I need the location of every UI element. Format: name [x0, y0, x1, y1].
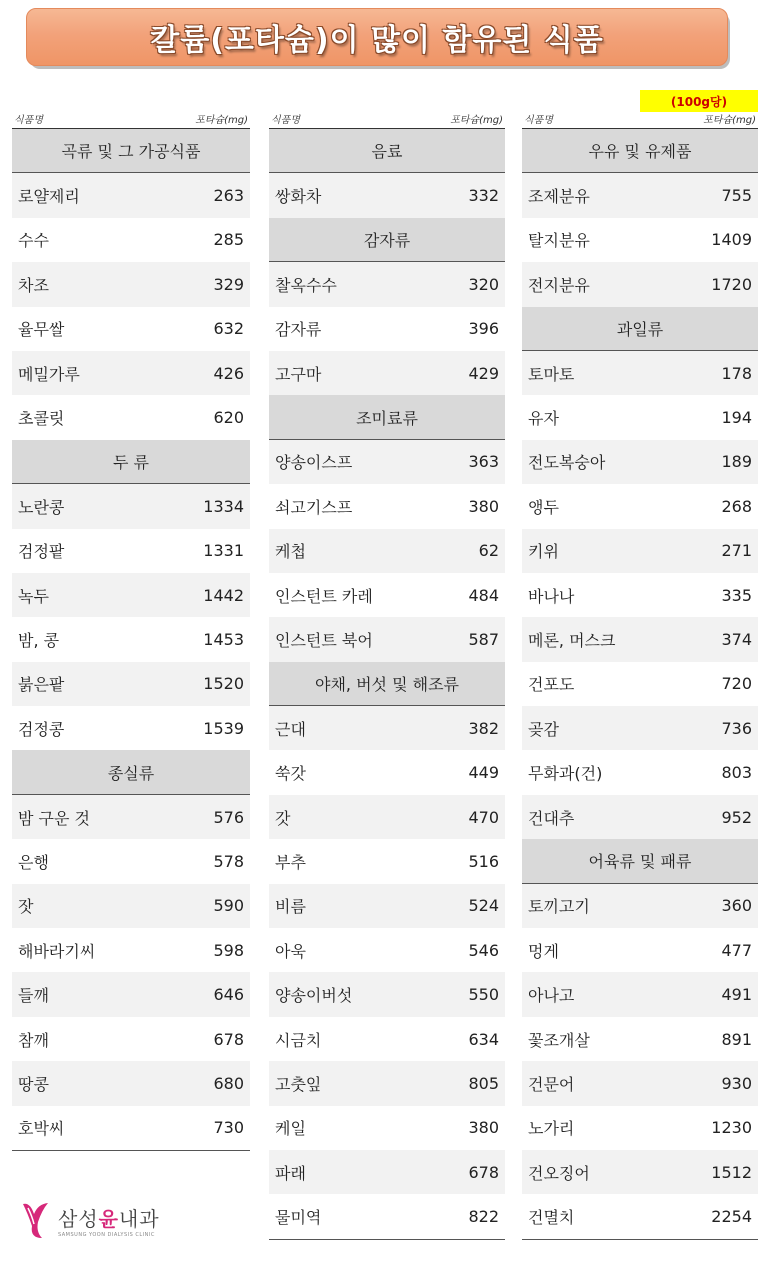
table-row	[269, 1106, 505, 1150]
column-header-value: 포타슘(mg)	[703, 115, 756, 126]
food-name: 잣	[18, 897, 34, 917]
section-header: 조미료류	[269, 395, 505, 439]
potassium-value: 382	[468, 718, 499, 738]
column-3	[522, 111, 758, 1240]
table-row	[269, 173, 505, 217]
potassium-value: 576	[213, 807, 244, 827]
table-row	[269, 1017, 505, 1061]
food-name: 검정콩	[18, 719, 65, 739]
logo-name-highlight: 윤	[98, 1206, 119, 1231]
food-name: 밤, 콩	[18, 630, 60, 650]
food-name: 해바라기씨	[18, 941, 96, 961]
potassium-value: 1453	[203, 629, 244, 649]
section-header: 감자류	[269, 218, 505, 262]
potassium-value: 590	[213, 896, 244, 916]
table-row	[12, 529, 250, 573]
table-row	[12, 573, 250, 617]
section-header: 종실류	[12, 750, 250, 794]
table-row	[522, 750, 758, 794]
potassium-value: 678	[468, 1162, 499, 1182]
table-row	[269, 1194, 505, 1238]
food-name: 갓	[275, 808, 291, 828]
potassium-value: 2254	[711, 1207, 752, 1227]
table-row	[12, 307, 250, 351]
section-header: 곡류 및 그 가공식품	[12, 129, 250, 173]
potassium-value: 930	[721, 1073, 752, 1093]
food-name: 들깨	[18, 986, 49, 1006]
table-row	[12, 173, 250, 217]
potassium-value: 952	[721, 807, 752, 827]
food-name: 바나나	[528, 586, 575, 606]
potassium-value: 62	[478, 541, 499, 561]
column-2	[269, 111, 505, 1240]
food-name: 녹두	[18, 586, 49, 606]
unit-label: (100g당)	[640, 90, 758, 112]
page-title: 칼륨(포타슘)이 많이 함유된 식품	[26, 8, 728, 66]
column-header	[522, 111, 758, 129]
potassium-value: 578	[213, 851, 244, 871]
potassium-value: 380	[468, 496, 499, 516]
potassium-value: 396	[468, 319, 499, 339]
table-row	[269, 307, 505, 351]
table-row	[522, 440, 758, 484]
food-name: 고춧잎	[275, 1074, 322, 1094]
potassium-value: 1720	[711, 274, 752, 294]
clinic-logo	[20, 1200, 160, 1240]
food-name: 찰옥수수	[275, 275, 337, 295]
potassium-value: 374	[721, 629, 752, 649]
table-row	[269, 573, 505, 617]
food-name: 양송이버섯	[275, 986, 353, 1006]
table-row	[12, 484, 250, 528]
food-name: 조제분유	[528, 187, 590, 207]
potassium-value: 429	[468, 363, 499, 383]
food-name: 붉은팥	[18, 675, 65, 695]
food-name: 고구마	[275, 364, 322, 384]
food-name: 멍게	[528, 941, 559, 961]
logo-name-pre: 삼성	[58, 1206, 99, 1231]
potassium-value: 1512	[711, 1162, 752, 1182]
table-row	[522, 662, 758, 706]
potassium-value: 426	[213, 363, 244, 383]
table-row	[269, 617, 505, 661]
food-name: 비름	[275, 897, 306, 917]
table-row	[269, 262, 505, 306]
potassium-value: 263	[213, 186, 244, 206]
food-name: 밤 구운 것	[18, 808, 90, 828]
section-header: 야채, 버섯 및 해조류	[269, 662, 505, 706]
table-row	[522, 1194, 758, 1238]
table-row	[522, 573, 758, 617]
food-name: 검정팥	[18, 542, 65, 562]
table-row	[522, 529, 758, 573]
potassium-value: 524	[468, 896, 499, 916]
food-name: 키위	[528, 542, 559, 562]
food-name: 토마토	[528, 364, 575, 384]
potassium-value: 720	[721, 674, 752, 694]
food-name: 차조	[18, 275, 49, 295]
table-row	[522, 484, 758, 528]
potassium-value: 329	[213, 274, 244, 294]
table-row	[269, 884, 505, 928]
column-header	[269, 111, 505, 129]
food-name: 호박씨	[18, 1119, 65, 1139]
table-end-line	[522, 1239, 758, 1240]
food-name: 참깨	[18, 1030, 49, 1050]
potassium-value: 477	[721, 940, 752, 960]
table-row	[269, 1061, 505, 1105]
table-row	[522, 1150, 758, 1194]
table-row	[12, 706, 250, 750]
food-name: 건문어	[528, 1074, 575, 1094]
column-header-name: 식품명	[271, 115, 300, 126]
potassium-value: 320	[468, 274, 499, 294]
table-row	[12, 928, 250, 972]
potassium-value: 285	[213, 230, 244, 250]
food-name: 시금치	[275, 1030, 322, 1050]
table-row	[522, 1106, 758, 1150]
food-name: 앵두	[528, 497, 559, 517]
potassium-value: 1409	[711, 230, 752, 250]
table-row	[269, 795, 505, 839]
table-row	[269, 440, 505, 484]
food-name: 노란콩	[18, 497, 65, 517]
food-name: 무화과(건)	[528, 764, 603, 784]
logo-name-post: 내과	[118, 1206, 160, 1231]
food-name: 탈지분유	[528, 231, 590, 251]
food-name: 쑥갓	[275, 764, 306, 784]
column-header	[12, 111, 250, 129]
food-name: 건포도	[528, 675, 575, 695]
potassium-value: 680	[213, 1073, 244, 1093]
table-row	[12, 617, 250, 661]
logo-mark-icon	[20, 1200, 54, 1240]
food-name: 전도복숭아	[528, 453, 606, 473]
food-name: 노가리	[528, 1119, 575, 1139]
food-name: 감자류	[275, 320, 322, 340]
table-row	[12, 262, 250, 306]
potassium-value: 632	[213, 319, 244, 339]
food-name: 메밀가루	[18, 364, 80, 384]
potassium-value: 360	[721, 896, 752, 916]
food-name: 건오징어	[528, 1163, 590, 1183]
potassium-value: 470	[468, 807, 499, 827]
potassium-value: 1520	[203, 674, 244, 694]
potassium-value: 620	[213, 408, 244, 428]
table-row	[12, 884, 250, 928]
table-row	[522, 617, 758, 661]
potassium-value: 516	[468, 851, 499, 871]
food-name: 유자	[528, 409, 559, 429]
table-row	[522, 795, 758, 839]
food-name: 건대추	[528, 808, 575, 828]
table-row	[522, 173, 758, 217]
table-row	[522, 1061, 758, 1105]
table-row	[12, 1061, 250, 1105]
table-row	[522, 218, 758, 262]
table-row	[12, 1106, 250, 1150]
table-row	[12, 351, 250, 395]
table-row	[12, 839, 250, 883]
potassium-value: 550	[468, 985, 499, 1005]
table-row	[269, 484, 505, 528]
table-row	[522, 928, 758, 972]
food-name: 양송이스프	[275, 453, 353, 473]
logo-name	[58, 1203, 160, 1232]
table-row	[269, 972, 505, 1016]
section-header: 음료	[269, 129, 505, 173]
food-name: 전지분유	[528, 275, 590, 295]
food-name: 메론, 머스크	[528, 630, 616, 650]
potassium-value: 1442	[203, 585, 244, 605]
food-name: 건멸치	[528, 1208, 575, 1228]
potassium-value: 822	[468, 1207, 499, 1227]
potassium-value: 678	[213, 1029, 244, 1049]
potassium-value: 332	[468, 186, 499, 206]
potassium-value: 484	[468, 585, 499, 605]
potassium-value: 189	[721, 452, 752, 472]
column-header-value: 포타슘(mg)	[450, 115, 503, 126]
food-name: 케첩	[275, 542, 306, 562]
food-name: 인스턴트 카레	[275, 586, 373, 606]
potassium-value: 363	[468, 452, 499, 472]
column-1	[12, 111, 250, 1151]
potassium-value: 1331	[203, 541, 244, 561]
potassium-value: 1230	[711, 1118, 752, 1138]
table-row	[522, 262, 758, 306]
table-row	[269, 839, 505, 883]
potassium-value: 587	[468, 629, 499, 649]
potassium-value: 178	[721, 363, 752, 383]
food-name: 땅콩	[18, 1074, 49, 1094]
food-name: 아욱	[275, 941, 306, 961]
column-header-value: 포타슘(mg)	[195, 115, 248, 126]
food-name: 곶감	[528, 719, 559, 739]
food-name: 인스턴트 북어	[275, 630, 373, 650]
potassium-value: 598	[213, 940, 244, 960]
food-name: 케일	[275, 1119, 306, 1139]
potassium-value: 546	[468, 940, 499, 960]
table-row	[269, 928, 505, 972]
potassium-value: 1539	[203, 718, 244, 738]
potassium-value: 646	[213, 985, 244, 1005]
table-row	[269, 1150, 505, 1194]
table-end-line	[269, 1239, 505, 1240]
food-name: 쌍화차	[275, 187, 322, 207]
table-row	[269, 529, 505, 573]
column-header-name: 식품명	[14, 115, 43, 126]
table-row	[12, 795, 250, 839]
table-row	[12, 662, 250, 706]
table-row	[269, 750, 505, 794]
logo-text	[58, 1203, 160, 1238]
column-header-name: 식품명	[524, 115, 553, 126]
potassium-value: 1334	[203, 496, 244, 516]
food-name: 쇠고기스프	[275, 497, 353, 517]
potassium-value: 194	[721, 408, 752, 428]
potassium-value: 755	[721, 186, 752, 206]
section-header: 과일류	[522, 307, 758, 351]
section-header: 우유 및 유제품	[522, 129, 758, 173]
food-name: 초콜릿	[18, 409, 65, 429]
title-banner	[26, 8, 730, 68]
potassium-value: 730	[213, 1118, 244, 1138]
section-header: 두 류	[12, 440, 250, 484]
table-row	[522, 395, 758, 439]
table-row	[522, 351, 758, 395]
potassium-value: 805	[468, 1073, 499, 1093]
potassium-value: 891	[721, 1029, 752, 1049]
food-name: 수수	[18, 231, 49, 251]
food-name: 근대	[275, 719, 306, 739]
table-end-line	[12, 1150, 250, 1151]
potassium-value: 271	[721, 541, 752, 561]
food-name: 아나고	[528, 986, 575, 1006]
table-row	[269, 706, 505, 750]
section-header: 어육류 및 패류	[522, 839, 758, 883]
potassium-value: 803	[721, 763, 752, 783]
potassium-value: 268	[721, 496, 752, 516]
table-row	[12, 972, 250, 1016]
potassium-value: 634	[468, 1029, 499, 1049]
food-name: 꽃조개살	[528, 1030, 590, 1050]
food-name: 토끼고기	[528, 897, 590, 917]
table-row	[12, 1017, 250, 1061]
potassium-value: 491	[721, 985, 752, 1005]
potassium-value: 736	[721, 718, 752, 738]
food-name: 율무쌀	[18, 320, 65, 340]
food-name: 은행	[18, 852, 49, 872]
table-row	[12, 395, 250, 439]
table-row	[12, 218, 250, 262]
table-row	[522, 884, 758, 928]
food-name: 파래	[275, 1163, 306, 1183]
food-name: 로얄제리	[18, 187, 80, 207]
table-row	[522, 972, 758, 1016]
table-row	[522, 1017, 758, 1061]
food-name: 부추	[275, 852, 306, 872]
potassium-value: 380	[468, 1118, 499, 1138]
food-name: 물미역	[275, 1208, 322, 1228]
potassium-value: 335	[721, 585, 752, 605]
table-row	[269, 351, 505, 395]
table-row	[522, 706, 758, 750]
logo-subtitle: SAMSUNG YOON DIALYSIS CLINIC	[58, 1231, 155, 1238]
potassium-value: 449	[468, 763, 499, 783]
